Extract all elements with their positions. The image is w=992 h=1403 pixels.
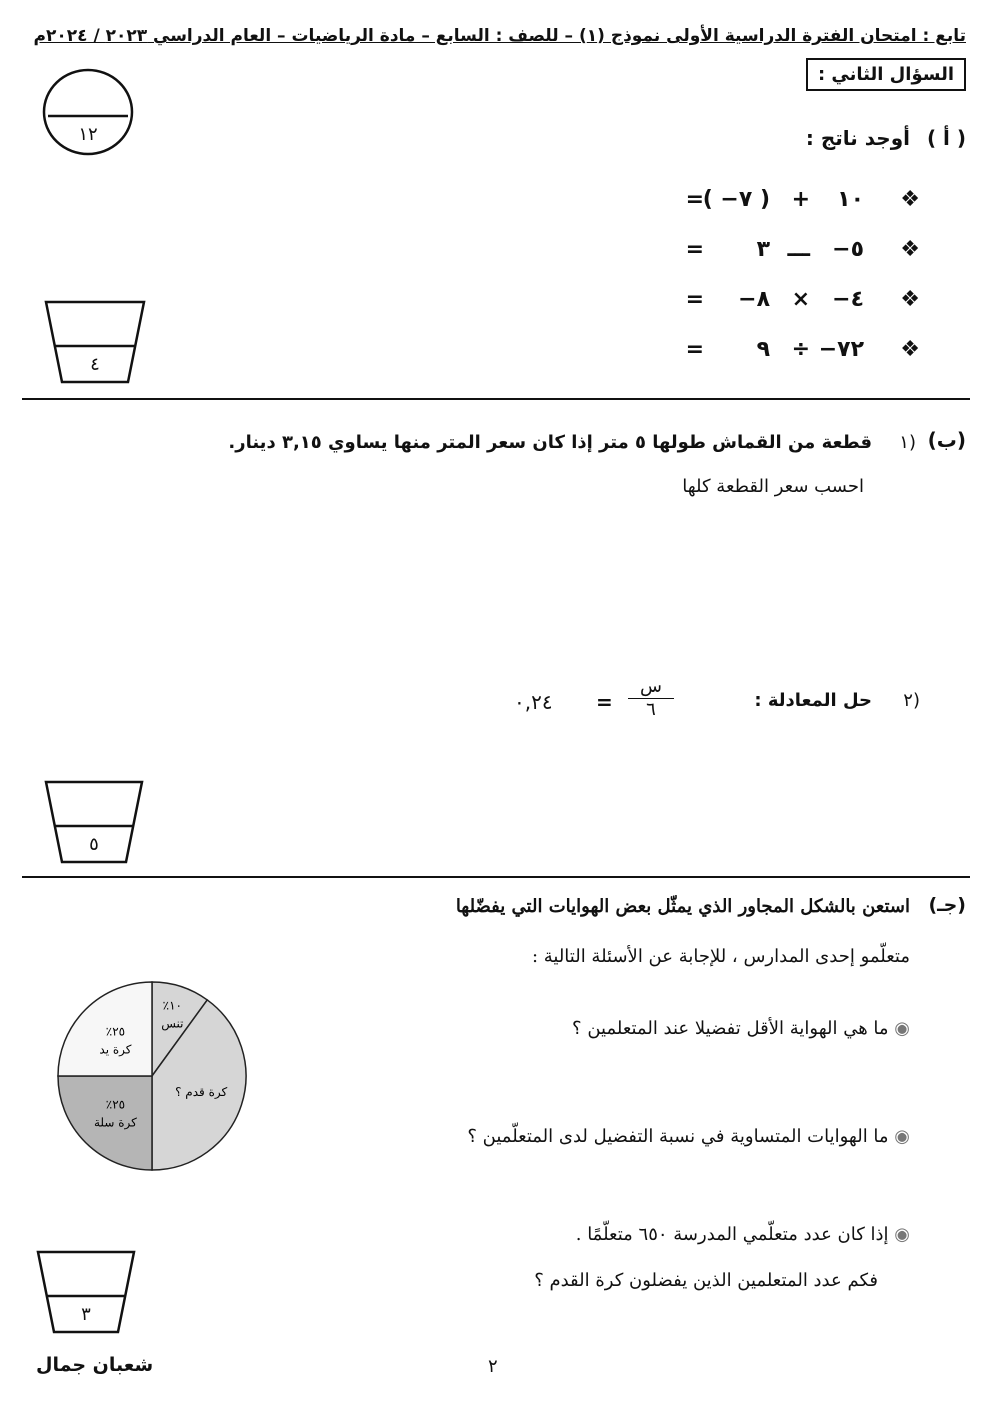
part-b-q1-number: ١)	[899, 432, 916, 453]
question-title: السؤال الثاني :	[806, 58, 966, 91]
radio-bullet-icon: ◉	[894, 1018, 910, 1039]
operand-a: −٥	[832, 236, 864, 262]
operator: ـــ	[787, 236, 810, 262]
operand-b: ٣	[756, 236, 770, 262]
expression-row	[590, 182, 920, 216]
radio-bullet-icon: ◉	[894, 1224, 910, 1245]
part-c-q1	[572, 1018, 910, 1039]
part-c-intro-1: استعن بالشكل المجاور الذي يمثّل بعض الهوايات التي يفضّلها	[455, 896, 910, 917]
equation-fraction	[628, 676, 674, 721]
part-c-q1-text: ما هي الهواية الأقل تفضيلا عند المتعلمين ؟	[572, 1018, 889, 1039]
radio-bullet-icon: ◉	[894, 1126, 910, 1147]
divider	[22, 876, 970, 878]
part-c-label: (جـ)	[928, 894, 966, 916]
operand-b: −٨	[738, 286, 770, 312]
equals-sign: =	[685, 236, 704, 262]
slice-label: كرة سلة	[93, 1115, 137, 1130]
part-c-q2	[467, 1126, 910, 1147]
part-c-score-box	[36, 1250, 136, 1334]
part-b-score: ٥	[89, 834, 99, 855]
part-b-score-box	[44, 780, 144, 864]
page-header: تابع : امتحان الفترة الدراسية الأولى نموذج (١) – للصف : السابع – مادة الرياضيات – العام الدراسي ٢٠٢٣ / ٢٠٢٤م	[33, 26, 966, 46]
fraction-denominator: ٦	[646, 699, 656, 720]
bullet-icon: ❖	[900, 186, 920, 212]
equation-rhs: ٠,٢٤	[514, 690, 553, 714]
part-c-intro-2: متعلّمو إحدى المدارس ، للإجابة عن الأسئلة التالية :	[531, 946, 910, 967]
slice-label: تنس	[161, 1016, 184, 1031]
part-b-q1-sub: احسب سعر القطعة كلها	[682, 476, 864, 497]
bullet-icon: ❖	[900, 286, 920, 312]
expression-row	[590, 282, 920, 316]
hobbies-pie-chart	[52, 976, 252, 1176]
equals-sign: =	[685, 286, 704, 312]
slice-value-label: ٪٢٥	[105, 1097, 126, 1112]
operand-a: −٧٢	[818, 336, 864, 362]
bullet-icon: ❖	[900, 236, 920, 262]
equals-sign: =	[685, 186, 704, 212]
bullet-icon: ❖	[900, 336, 920, 362]
part-c-score: ٣	[81, 1304, 91, 1325]
operator: +	[791, 186, 810, 212]
part-b-equation	[510, 676, 680, 726]
expression-row	[590, 332, 920, 366]
part-a-title: أوجد ناتج :	[805, 126, 910, 150]
part-b-label: (ب)	[927, 428, 966, 452]
total-score-circle	[42, 68, 134, 156]
equals-sign: =	[685, 336, 704, 362]
part-a-label: ( أ )	[926, 126, 966, 150]
part-c-q2-text: ما الهوايات المتساوية في نسبة التفضيل لدى المتعلّمين ؟	[467, 1126, 889, 1147]
page-number: ٢	[488, 1356, 498, 1377]
slice-label: كرة قدم ؟	[175, 1084, 228, 1099]
slice-label: كرة يد	[99, 1042, 132, 1057]
part-a-score-box	[44, 300, 146, 384]
part-c-q3-sub: فكم عدد المتعلمين الذين يفضلون كرة القدم ؟	[534, 1270, 878, 1291]
part-c-q3-text: إذا كان عدد متعلّمي المدرسة ٦٥٠ متعلّمًا .	[575, 1224, 889, 1245]
part-c-q3	[576, 1224, 910, 1245]
slice-value-label: ٪١٠	[162, 998, 183, 1013]
operator: ×	[791, 286, 810, 312]
divider	[22, 398, 970, 400]
total-score-value: ١٢	[78, 124, 98, 145]
part-b-q2-text: حل المعادلة :	[754, 690, 872, 711]
operand-a: −٤	[832, 286, 864, 312]
fraction-numerator: س	[628, 676, 674, 699]
operand-b: ( −٧ )	[702, 186, 770, 212]
part-b-q2-number: ٢)	[903, 690, 920, 711]
slice-value-label: ٪٢٥	[105, 1024, 126, 1039]
equation-equals: =	[596, 690, 613, 714]
operand-a: ١٠	[837, 186, 864, 212]
part-b-q1-text: قطعة من القماش طولها ٥ متر إذا كان سعر المتر منها يساوي ٣,١٥ دينار.	[228, 432, 872, 453]
expression-row	[590, 232, 920, 266]
author-name: شعبان جمال	[36, 1354, 154, 1376]
part-a-score: ٤	[90, 354, 100, 375]
operator: ÷	[791, 336, 810, 362]
operand-b: ٩	[756, 336, 770, 362]
